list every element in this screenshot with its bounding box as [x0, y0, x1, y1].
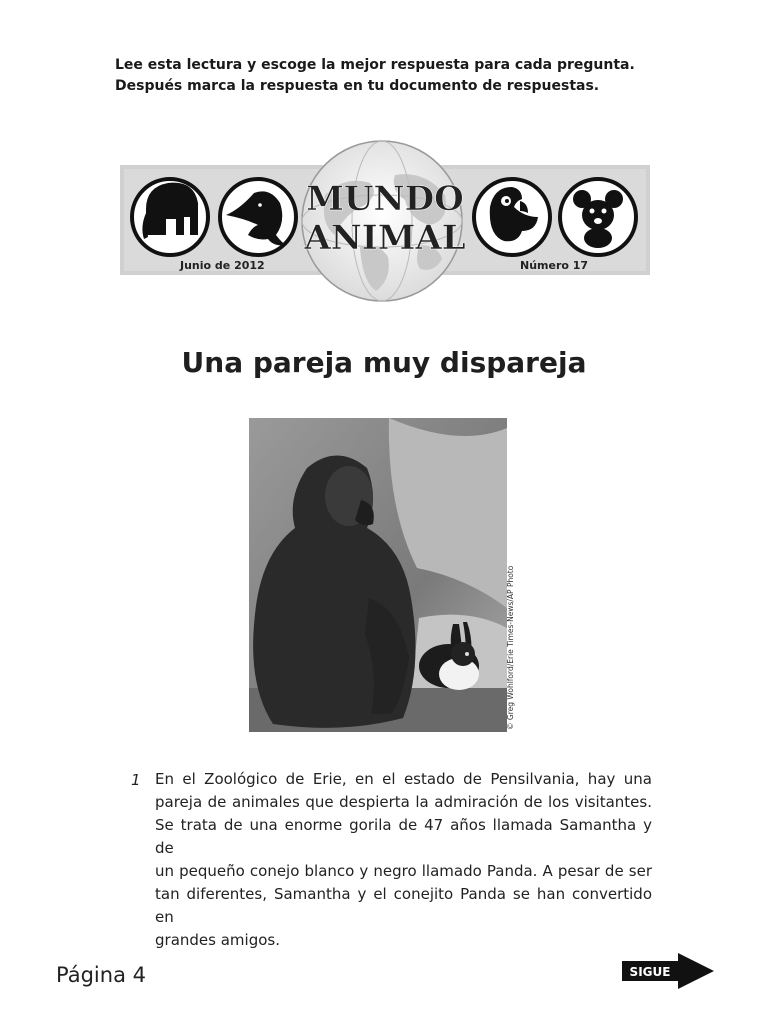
- paragraph-number: 1: [131, 771, 141, 789]
- parrot-icon: [474, 179, 550, 255]
- sigue-arrow-button[interactable]: [622, 953, 714, 989]
- elephant-icon: [132, 179, 208, 255]
- paragraph-line: tan diferentes, Samantha y el conejito Panda se han convertido en: [155, 885, 652, 926]
- paragraph-line: En el Zoológico de Erie, en el estado de Pensilvania, hay una: [155, 770, 652, 788]
- paragraph-line: grandes amigos.: [155, 931, 280, 949]
- instructions-line-1: Lee esta lectura y escoge la mejor respuesta para cada pregunta.: [115, 57, 635, 73]
- sigue-label: SIGUE: [629, 965, 671, 979]
- instructions: [115, 55, 675, 97]
- paragraph-line: pareja de animales que despierta la admiración de los visitantes.: [155, 793, 652, 811]
- instructions-line-2: Después marca la respuesta en tu documento de respuestas.: [115, 78, 600, 94]
- page-number: Página 4: [56, 963, 146, 987]
- gorilla-rabbit-photo: [249, 418, 507, 732]
- mundo-animal-banner: [120, 135, 650, 305]
- banner-issue: Número 17: [520, 259, 589, 272]
- article-title: Una pareja muy dispareja: [181, 346, 587, 379]
- article-paragraph: [155, 768, 652, 952]
- dolphin-icon: [220, 179, 296, 255]
- photo-credit: © Greg Wohlford/Erie Times-News/AP Photo: [506, 565, 515, 730]
- banner-title-line-2: ANIMAL: [304, 218, 466, 258]
- banner-date: Junio de 2012: [180, 259, 265, 272]
- paragraph-line: un pequeño conejo blanco y negro llamado Panda. A pesar de ser: [155, 862, 652, 880]
- koala-icon: [560, 179, 636, 255]
- paragraph-line: Se trata de una enorme gorila de 47 años llamada Samantha y de: [155, 816, 652, 857]
- banner-title-line-1: MUNDO: [306, 179, 464, 219]
